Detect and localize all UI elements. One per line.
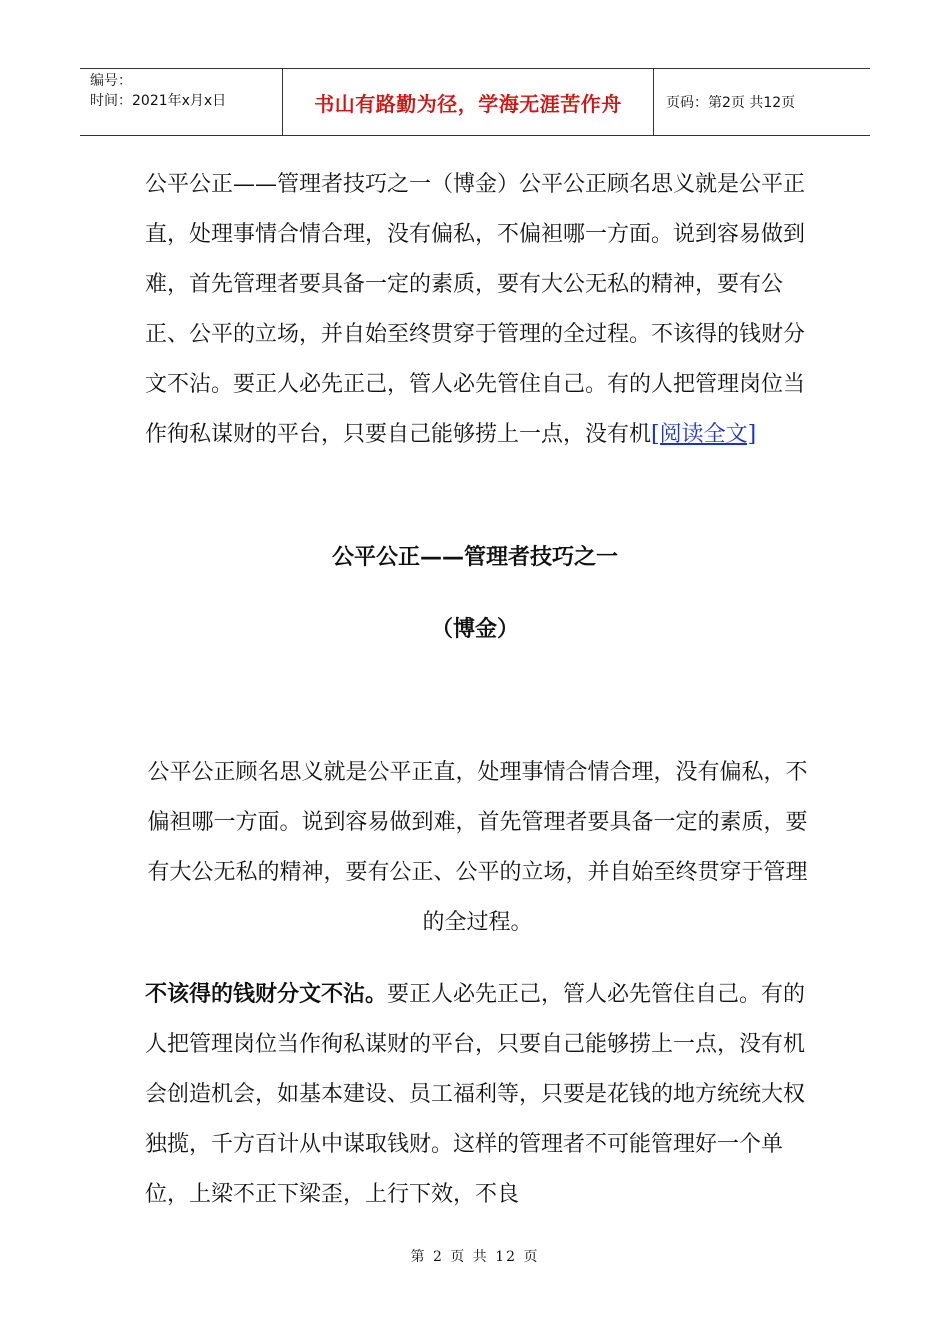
article-title: 公平公正——管理者技巧之一 xyxy=(331,545,618,570)
section-heading: 不该得的钱财分文不沾。 xyxy=(145,982,388,1007)
body-paragraph xyxy=(145,970,810,1220)
header-meta xyxy=(80,69,282,135)
page-header xyxy=(80,68,870,136)
page-footer: 第 2 页 共 12 页 xyxy=(410,1249,540,1265)
motto: 书山有路勤为径，学海无涯苦作舟 xyxy=(314,91,622,116)
summary-paragraph xyxy=(145,160,810,460)
intro-paragraph: 公平公正顾名思义就是公平正直，处理事情合情合理，没有偏私，不偏袒哪一方面。说到容易做到难，首先管理者要具备一定的素质，要有大公无私的精神，要有公正、公平的立场，并自始至终贯穿于管理的全过程。 xyxy=(147,760,808,935)
number-label: 编号： xyxy=(90,73,132,89)
body-text: 要正人必先正己，管人必先管住自己。有的人把管理岗位当作徇私谋财的平台，只要自己能够捞上一点，没有机会创造机会，如基本建设、员工福利等，只要是花钱的地方统统大权独揽，千方百计从中谋取钱财。这样的管理者不可能管理好一个单位，上梁不正下梁歪，上行下效，不良 xyxy=(145,982,806,1207)
header-motto-cell xyxy=(282,69,654,135)
time-label: 时间：2021年x月x日 xyxy=(90,93,227,109)
summary-text: 公平公正——管理者技巧之一（博金）公平公正顾名思义就是公平正直，处理事情合情合理，没有偏私，不偏袒哪一方面。说到容易做到难，首先管理者要具备一定的素质，要有大公无私的精神，要有公正、公平的立场，并自始至终贯穿于管理的全过程。不该得的钱财分文不沾。要正人必先正己，管人必先管住自己。有的人把管理岗位当作徇私谋财的平台，只要自己能够捞上一点，没有机 xyxy=(145,172,806,447)
page-info: 页码：第2页 共12页 xyxy=(666,95,796,111)
read-more-link[interactable]: [阅读全文] xyxy=(651,422,757,447)
article-author: （博金） xyxy=(430,617,519,642)
header-page-info xyxy=(654,69,870,135)
